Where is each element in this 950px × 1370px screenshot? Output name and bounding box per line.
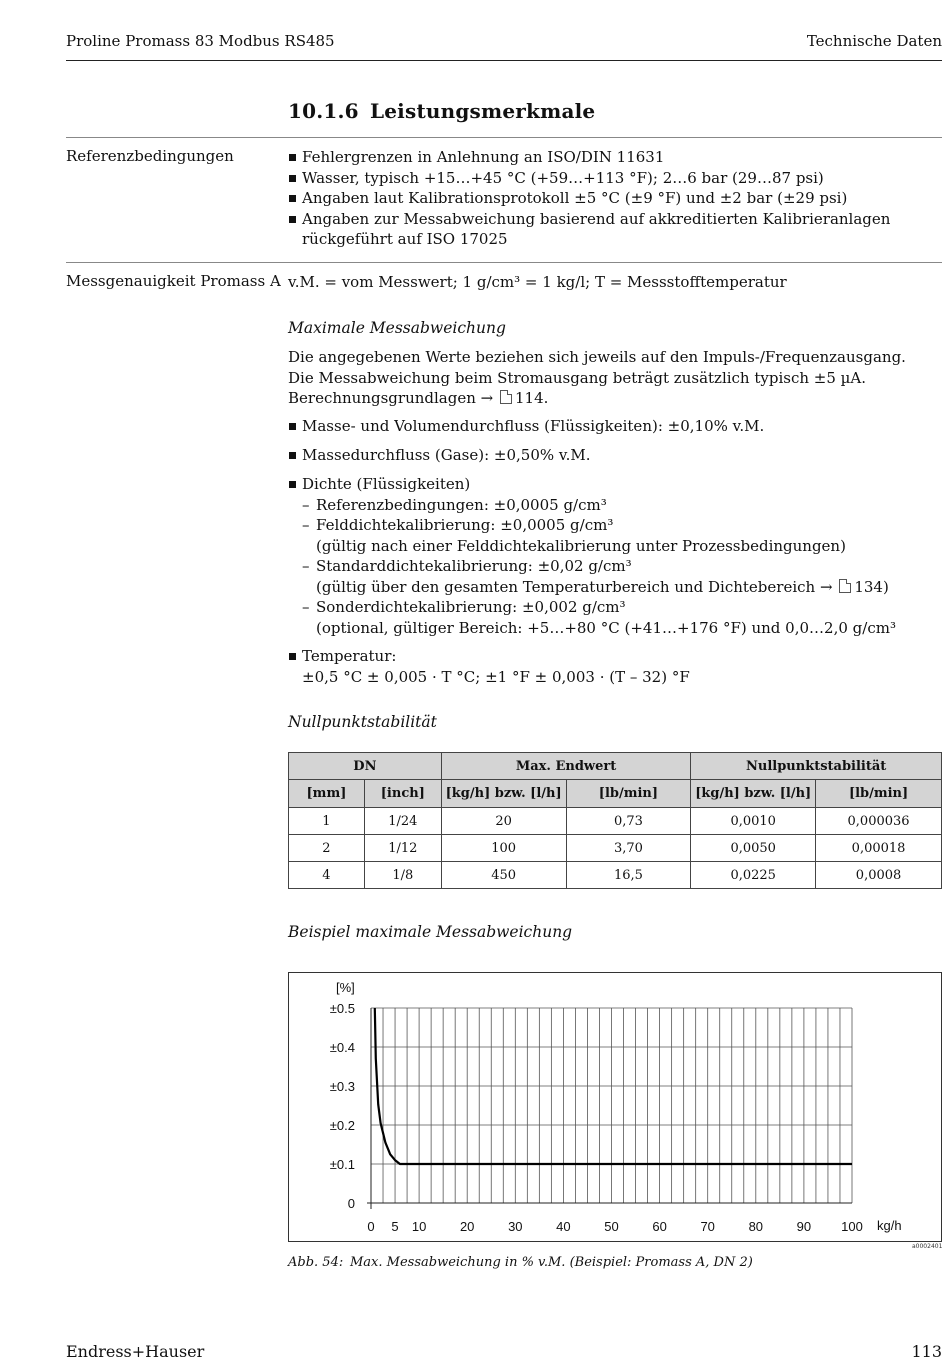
reference-list	[288, 147, 938, 250]
reference-list-block	[288, 147, 938, 250]
table-unit-header: [inch]	[364, 780, 441, 808]
table-cell: 0,0225	[691, 862, 816, 889]
table-cell: 450	[441, 862, 566, 889]
accuracy-label: Messgenauigkeit Promass A	[66, 272, 281, 290]
y-tick-label: ±0.5	[329, 1001, 355, 1016]
section-title	[288, 99, 595, 123]
table-cell: 2	[289, 835, 365, 862]
table-cell: 0,00018	[816, 835, 942, 862]
header-document-title: Proline Promass 83 Modbus RS485	[66, 32, 335, 50]
page-reference-prefix: Berechnungsgrundlagen →	[288, 389, 494, 407]
table-cell: 1	[289, 808, 365, 835]
table-unit-header: [mm]	[289, 780, 365, 808]
mass-gas-block	[288, 445, 938, 466]
x-tick-label: 5	[391, 1219, 399, 1234]
example-heading: Beispiel maximale Messabweichung	[288, 923, 573, 941]
page-reference[interactable]	[316, 577, 938, 598]
caption-number: Abb. 54:	[288, 1255, 344, 1270]
x-tick-label: 60	[652, 1219, 667, 1234]
reference-label: Referenzbedingungen	[66, 147, 234, 165]
sub-item	[302, 515, 938, 556]
max-deviation-paragraph	[288, 347, 938, 409]
density-block	[288, 474, 938, 638]
table-unit-header-row	[289, 780, 942, 808]
table-group-header-row	[289, 753, 942, 780]
list-item: Wasser, typisch +15…+45 °C (+59…+113 °F); 2…6 bar (29…87 psi)	[288, 168, 938, 189]
y-tick-label: ±0.2	[329, 1118, 355, 1133]
temperature-title: Temperatur:	[302, 647, 397, 665]
figure-code: a0002401	[912, 1243, 943, 1250]
page-reference-number: 134)	[854, 577, 889, 596]
zero-stability-heading: Nullpunktstabilität	[288, 713, 437, 731]
temperature-value: ±0,5 °C ± 0,005 · T °C; ±1 °F ± 0,003 · (T – 32) °F	[302, 667, 690, 686]
table-cell: 0,0008	[816, 862, 942, 889]
table-cell: 100	[441, 835, 566, 862]
y-axis-label: [%]	[336, 980, 355, 995]
sub-item: – Referenzbedingungen: ±0,0005 g/cm³	[302, 495, 938, 516]
table-cell: 16,5	[566, 862, 691, 889]
x-tick-label: 40	[556, 1219, 571, 1234]
table-unit-header: [kg/h] bzw. [l/h]	[441, 780, 566, 808]
y-tick-label: ±0.1	[329, 1157, 355, 1172]
y-tick-label: ±0.3	[329, 1079, 355, 1094]
section-name: Leistungsmerkmale	[370, 99, 596, 123]
x-tick-label: 100	[841, 1219, 863, 1234]
max-deviation-heading: Maximale Messabweichung	[288, 319, 506, 337]
list-item	[288, 646, 938, 687]
table-unit-header: [lb/min]	[566, 780, 691, 808]
table-cell: 0,73	[566, 808, 691, 835]
page-document-icon	[839, 579, 851, 593]
example-chart	[289, 973, 941, 1241]
x-tick-label: 10	[411, 1219, 427, 1234]
sub-item-text: – Standarddichtekalibrierung: ±0,02 g/cm³	[316, 557, 632, 575]
table-group-header: DN	[289, 753, 442, 780]
x-tick-label: 30	[508, 1219, 523, 1234]
y-tick-label: 0	[347, 1196, 355, 1211]
paragraph-line: Die Messabweichung beim Stromausgang beträgt zusätzlich typisch ±5 µA.	[288, 368, 867, 387]
table-group-header: Nullpunktstabilität	[691, 753, 942, 780]
header-chapter-title: Technische Daten	[806, 32, 942, 50]
section-number: 10.1.6	[288, 99, 359, 123]
list-item: Fehlergrenzen in Anlehnung an ISO/DIN 11631	[288, 147, 938, 168]
list-item: Masse- und Volumendurchfluss (Flüssigkeiten): ±0,10% v.M.	[288, 416, 938, 437]
table-row	[289, 835, 942, 862]
table-cell: 3,70	[566, 835, 691, 862]
table-row	[289, 862, 942, 889]
reference-divider	[66, 262, 942, 263]
sub-item-note: (gültig nach einer Felddichtekalibrierung unter Prozessbedingungen)	[316, 536, 846, 555]
density-title: Dichte (Flüssigkeiten)	[302, 475, 471, 493]
header-rule	[66, 60, 942, 61]
section-divider	[66, 137, 942, 138]
page-reference[interactable]	[288, 388, 938, 409]
table-cell: 1/12	[364, 835, 441, 862]
x-tick-label: 20	[459, 1219, 475, 1234]
caption-text: Max. Messabweichung in % v.M. (Beispiel: Promass A, DN 2)	[350, 1255, 753, 1270]
y-tick-label: ±0.4	[329, 1040, 355, 1055]
table-cell: 4	[289, 862, 365, 889]
temperature-block	[288, 646, 938, 687]
list-item: Massedurchfluss (Gase): ±0,50% v.M.	[288, 445, 938, 466]
table-cell: 0,0010	[691, 808, 816, 835]
footer-page-number: 113	[911, 1342, 942, 1361]
table-group-header: Max. Endwert	[441, 753, 691, 780]
page-document-icon	[500, 390, 512, 404]
example-chart-frame	[288, 972, 942, 1242]
paragraph-line: Die angegebenen Werte beziehen sich jeweils auf den Impuls-/Frequenzausgang.	[288, 348, 906, 366]
x-tick-label: 80	[748, 1219, 764, 1234]
table-unit-header: [lb/min]	[816, 780, 942, 808]
table-cell: 20	[441, 808, 566, 835]
sub-item	[302, 556, 938, 597]
x-tick-label: 90	[796, 1219, 812, 1234]
accuracy-intro: v.M. = vom Messwert; 1 g/cm³ = 1 kg/l; T = Messstofftemperatur	[288, 273, 787, 291]
figure-caption	[288, 1255, 753, 1270]
sub-item-note: (optional, gültiger Bereich: +5…+80 °C (+41…+176 °F) und 0,0…2,0 g/cm³	[316, 618, 896, 637]
table-cell: 0,000036	[816, 808, 942, 835]
page-reference-number: 114.	[514, 389, 549, 407]
table-unit-header: [kg/h] bzw. [l/h]	[691, 780, 816, 808]
table-cell: 1/8	[364, 862, 441, 889]
zero-stability-table	[288, 752, 942, 889]
list-item: Angaben laut Kalibrationsprotokoll ±5 °C (±9 °F) und ±2 bar (±29 psi)	[288, 188, 938, 209]
list-item: Angaben zur Messabweichung basierend auf akkreditierten Kalibrieranlagen rückgeführt auf ISO 17025	[288, 209, 938, 250]
table-cell: 1/24	[364, 808, 441, 835]
sub-item-text: – Sonderdichtekalibrierung: ±0,002 g/cm³	[316, 598, 626, 616]
x-tick-label: 70	[700, 1219, 715, 1234]
sub-item-text: – Felddichtekalibrierung: ±0,0005 g/cm³	[316, 516, 614, 534]
x-axis-label: kg/h	[877, 1218, 902, 1233]
footer-company: Endress+Hauser	[66, 1342, 205, 1361]
sub-item	[302, 597, 938, 638]
x-tick-label: 0	[367, 1219, 375, 1234]
x-tick-label: 50	[604, 1219, 619, 1234]
density-sublist	[302, 495, 938, 639]
table-cell: 0,0050	[691, 835, 816, 862]
sub-item-note: (gültig über den gesamten Temperaturbereich und Dichtebereich →	[316, 577, 833, 596]
list-item	[288, 474, 938, 638]
mass-volume-block	[288, 416, 938, 437]
table-row	[289, 808, 942, 835]
